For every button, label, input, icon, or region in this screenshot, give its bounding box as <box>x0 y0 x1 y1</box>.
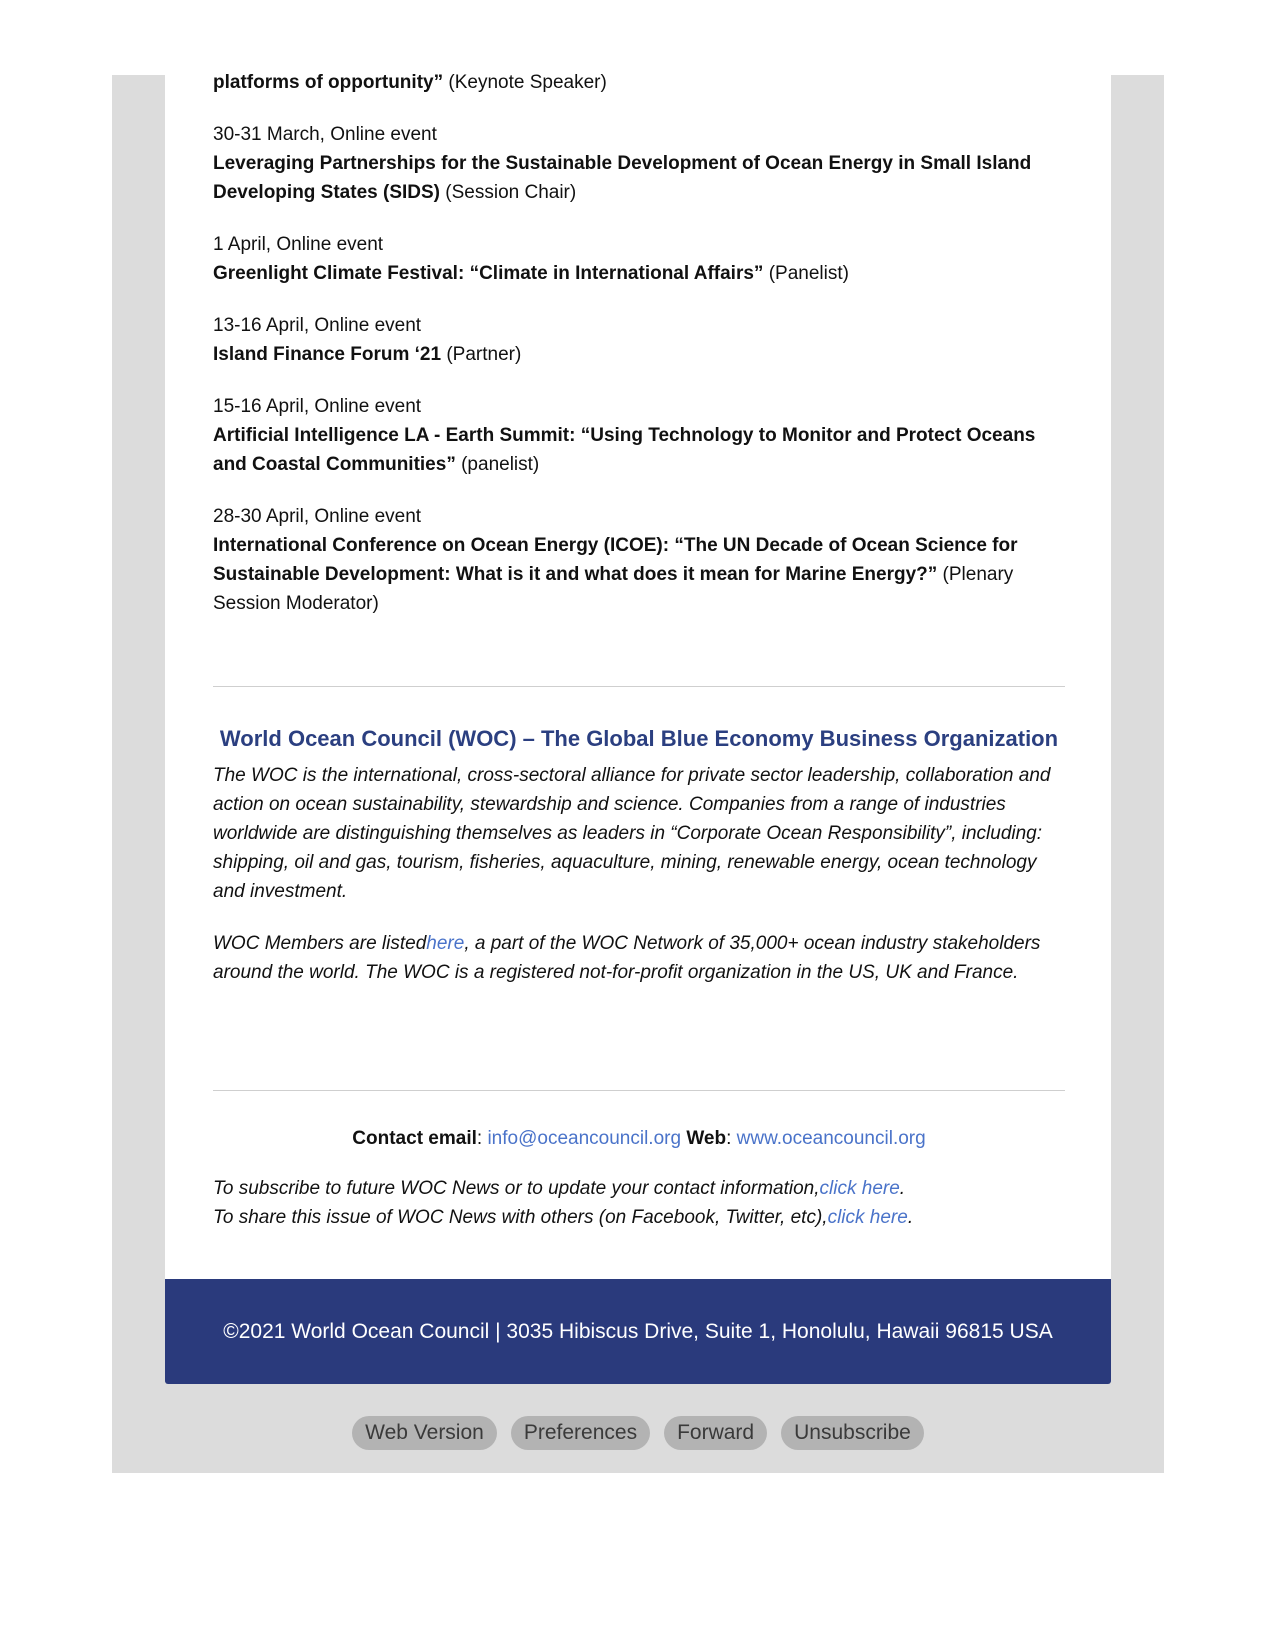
event-date: 30-31 March, Online event <box>213 124 437 145</box>
unsubscribe-button[interactable]: Unsubscribe <box>781 1416 924 1450</box>
members-suffix: , a part of the WOC Network of 35,000+ ocean industry stakeholders around the world. The WOC is a registered not-for-profit organization in the US, UK and France. <box>213 933 1041 983</box>
footer-address-band <box>165 1279 1111 1384</box>
event-role: (Panelist) <box>768 263 849 284</box>
contact-email-label: Contact email <box>352 1128 477 1149</box>
about-section <box>213 722 1065 1010</box>
event-title: Artificial Intelligence LA - Earth Summit: “Using Technology to Monitor and Protect Oceans and Coastal Communities” <box>213 425 1036 475</box>
forward-button[interactable]: Forward <box>664 1416 767 1450</box>
footer-links <box>112 1416 1164 1450</box>
event-date: 13-16 April, Online event <box>213 315 422 336</box>
members-paragraph <box>213 929 1065 987</box>
subscribe-line: To subscribe to future WOC News or to update your contact information,click here. <box>213 1178 906 1199</box>
contact-line: Contact email: info@oceancouncil.org Web: www.oceancouncil.org <box>352 1128 926 1149</box>
event-item <box>213 502 1065 618</box>
subscribe-text: To subscribe to future WOC News or to update your contact information, <box>213 1178 820 1199</box>
share-line: To share this issue of WOC News with others (on Facebook, Twitter, etc),click here. <box>213 1207 914 1228</box>
event-item <box>213 392 1065 479</box>
event-title: Leveraging Partnerships for the Sustainable Development of Ocean Energy in Small Island Developing States (SIDS) <box>213 153 1032 203</box>
event-item <box>213 311 1065 369</box>
preferences-button[interactable]: Preferences <box>511 1416 650 1450</box>
section-divider <box>213 1090 1065 1091</box>
about-heading: World Ocean Council (WOC) – The Global Blue Economy Business Organization <box>219 726 1059 751</box>
event-role: (panelist) <box>461 454 540 475</box>
about-description: The WOC is the international, cross-sectoral alliance for private sector leadership, collaboration and action on ocean sustainability, stewardship and science. Companies from a range of industries worldwide are distinguishing themselves as leaders in “Corporate Ocean Responsibility”, including: shipping, oil and gas, tourism, fisheries, aquaculture, mining, renewable energy, ocean technology and investment. <box>213 765 1051 902</box>
event-date: 15-16 April, Online event <box>213 396 422 417</box>
section-divider <box>213 686 1065 687</box>
event-title: International Conference on Ocean Energy (ICOE): “The UN Decade of Ocean Science for Sustainable Development: What is it and what does it mean for Marine Energy?” <box>213 535 1018 585</box>
event-item <box>213 120 1065 207</box>
event-role: (Partner) <box>446 344 522 365</box>
event-date: 1 April, Online event <box>213 234 384 255</box>
event-role: (Session Chair) <box>445 182 577 203</box>
footer-address: ©2021 World Ocean Council | 3035 Hibiscus Drive, Suite 1, Honolulu, Hawaii 96815 USA <box>223 1320 1053 1343</box>
event-item <box>213 68 1065 97</box>
web-label: Web <box>686 1128 727 1149</box>
event-title: Island Finance Forum ‘21 <box>213 344 442 365</box>
contact-email-link[interactable]: info@oceancouncil.org <box>487 1128 682 1149</box>
subscribe-link[interactable]: click here <box>819 1178 900 1199</box>
share-text: To share this issue of WOC News with others (on Facebook, Twitter, etc), <box>213 1207 828 1228</box>
web-version-button[interactable]: Web Version <box>352 1416 497 1450</box>
members-prefix: WOC Members are listed <box>213 933 427 954</box>
website-link[interactable]: www.oceancouncil.org <box>736 1128 926 1149</box>
members-link[interactable]: here <box>426 933 465 954</box>
event-role: (Keynote Speaker) <box>448 72 607 93</box>
events-list <box>213 68 1065 641</box>
event-item <box>213 230 1065 288</box>
event-role: (Plenary Session Moderator) <box>213 564 1014 614</box>
share-link[interactable]: click here <box>827 1207 908 1228</box>
event-title: Greenlight Climate Festival: “Climate in International Affairs” <box>213 263 764 284</box>
contact-section <box>213 1124 1065 1232</box>
event-date: 28-30 April, Online event <box>213 506 422 527</box>
event-title: platforms of opportunity” <box>213 72 444 93</box>
